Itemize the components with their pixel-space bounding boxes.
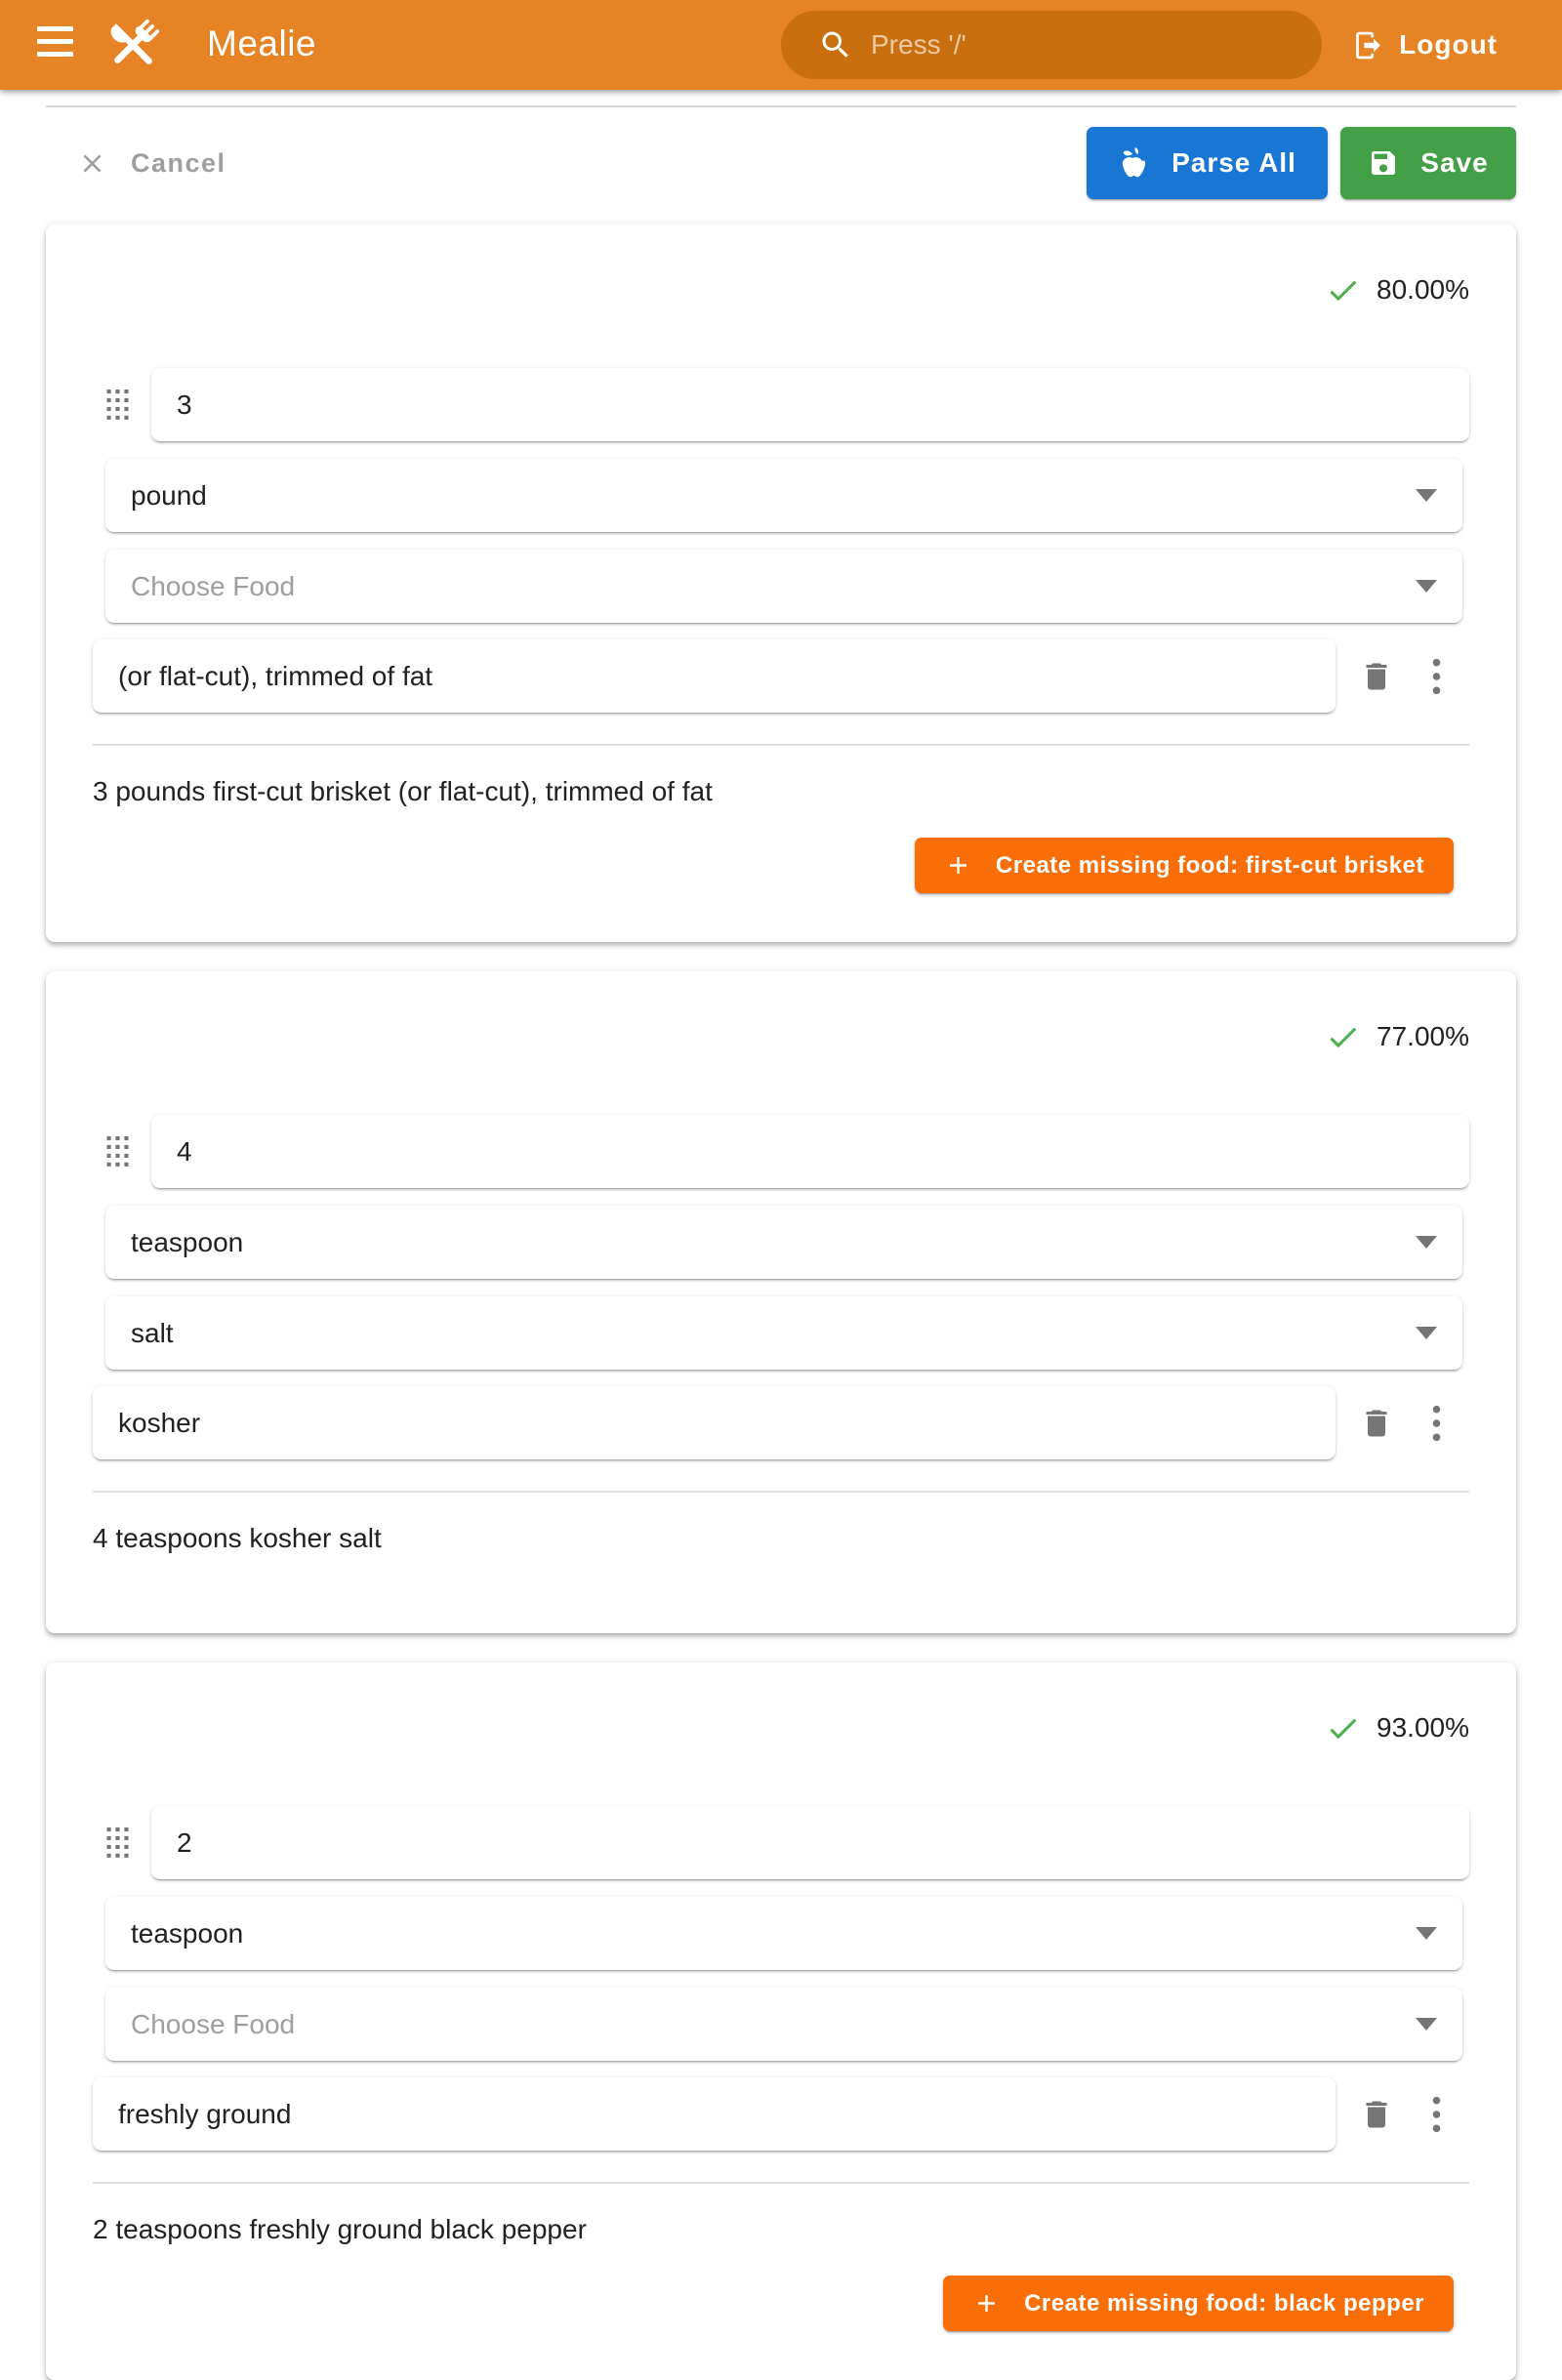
confidence-value: 80.00% xyxy=(1377,274,1469,305)
delete-button[interactable] xyxy=(1359,2097,1394,2132)
dots-vertical-icon xyxy=(1429,658,1444,695)
create-missing-food-label: Create missing food: black pepper xyxy=(1024,2289,1424,2317)
original-ingredient-text: 2 teaspoons freshly ground black pepper xyxy=(93,2214,587,2244)
plus-icon xyxy=(972,2289,1001,2318)
parse-all-button[interactable] xyxy=(1087,127,1328,199)
toolbar-actions xyxy=(1087,127,1516,199)
chevron-down-icon xyxy=(1416,489,1437,502)
confidence-indicator xyxy=(93,971,1469,1053)
save-label: Save xyxy=(1420,147,1489,178)
divider xyxy=(93,2182,1469,2184)
chevron-down-icon xyxy=(1416,1236,1437,1249)
ingredient-parser-page xyxy=(46,105,1516,2380)
logout-label: Logout xyxy=(1399,29,1498,60)
check-icon xyxy=(1325,272,1361,308)
cancel-label: Cancel xyxy=(131,147,226,178)
ingredient-card xyxy=(46,1662,1516,2380)
quantity-input[interactable] xyxy=(151,1806,1469,1879)
confidence-indicator xyxy=(93,225,1469,307)
food-select[interactable]: salt xyxy=(105,1296,1462,1370)
create-missing-food-row xyxy=(93,2276,1469,2331)
logout-button[interactable] xyxy=(1346,0,1503,90)
unit-select[interactable]: teaspoon xyxy=(105,1206,1462,1279)
food-select[interactable]: Choose Food xyxy=(105,550,1462,623)
quantity-input[interactable] xyxy=(151,368,1469,441)
divider xyxy=(93,1491,1469,1493)
apple-icon xyxy=(1118,147,1150,180)
more-menu-button[interactable] xyxy=(1429,1405,1444,1442)
check-icon xyxy=(1325,1019,1361,1055)
confidence-value: 77.00% xyxy=(1377,1021,1469,1051)
drag-handle-icon[interactable] xyxy=(104,388,131,422)
create-missing-food-row xyxy=(93,838,1469,893)
toolbar xyxy=(46,127,1516,199)
create-missing-food-button[interactable] xyxy=(943,2276,1454,2331)
chevron-down-icon xyxy=(1416,1927,1437,1940)
dots-vertical-icon xyxy=(1429,2096,1444,2133)
unit-select[interactable]: pound xyxy=(105,459,1462,532)
create-missing-food-button[interactable] xyxy=(915,838,1454,893)
note-input[interactable] xyxy=(93,1386,1336,1459)
search-icon xyxy=(818,27,853,62)
quantity-input[interactable] xyxy=(151,1115,1469,1188)
trash-icon xyxy=(1359,2097,1394,2132)
app-title: Mealie xyxy=(207,23,316,63)
dots-vertical-icon xyxy=(1429,1405,1444,1442)
ingredient-card xyxy=(46,971,1516,1633)
trash-icon xyxy=(1359,1406,1394,1441)
divider xyxy=(46,105,1516,107)
delete-button[interactable] xyxy=(1359,659,1394,694)
search-bar[interactable] xyxy=(781,11,1322,79)
confidence-value: 93.00% xyxy=(1377,1712,1469,1743)
mealie-logo-icon[interactable] xyxy=(102,13,166,77)
confidence-indicator xyxy=(93,1662,1469,1744)
more-menu-button[interactable] xyxy=(1429,658,1444,695)
chevron-down-icon xyxy=(1416,580,1437,593)
drag-handle-icon[interactable] xyxy=(104,1826,131,1860)
plus-icon xyxy=(944,851,972,880)
chevron-down-icon xyxy=(1416,1327,1437,1339)
cancel-button[interactable] xyxy=(46,148,226,179)
original-ingredient-text: 4 teaspoons kosher salt xyxy=(93,1523,382,1553)
original-ingredient-text: 3 pounds first-cut brisket (or flat-cut), trimmed of fat xyxy=(93,776,713,806)
save-button[interactable] xyxy=(1340,127,1516,199)
delete-button[interactable] xyxy=(1359,1406,1394,1441)
app-header xyxy=(0,0,1562,90)
more-menu-button[interactable] xyxy=(1429,2096,1444,2133)
chevron-down-icon xyxy=(1416,2018,1437,2031)
trash-icon xyxy=(1359,659,1394,694)
search-input[interactable] xyxy=(869,28,1298,62)
food-select[interactable]: Choose Food xyxy=(105,1988,1462,2061)
create-missing-food-label: Create missing food: first-cut brisket xyxy=(995,851,1424,879)
close-icon xyxy=(77,148,107,179)
ingredient-card xyxy=(46,225,1516,942)
check-icon xyxy=(1325,1710,1361,1746)
unit-select[interactable]: teaspoon xyxy=(105,1897,1462,1970)
logout-icon xyxy=(1352,29,1384,62)
divider xyxy=(93,744,1469,746)
save-icon xyxy=(1368,147,1399,179)
drag-handle-icon[interactable] xyxy=(104,1134,131,1169)
note-input[interactable] xyxy=(93,639,1336,713)
parse-all-label: Parse All xyxy=(1172,147,1296,178)
note-input[interactable] xyxy=(93,2077,1336,2151)
menu-icon[interactable] xyxy=(37,25,76,64)
